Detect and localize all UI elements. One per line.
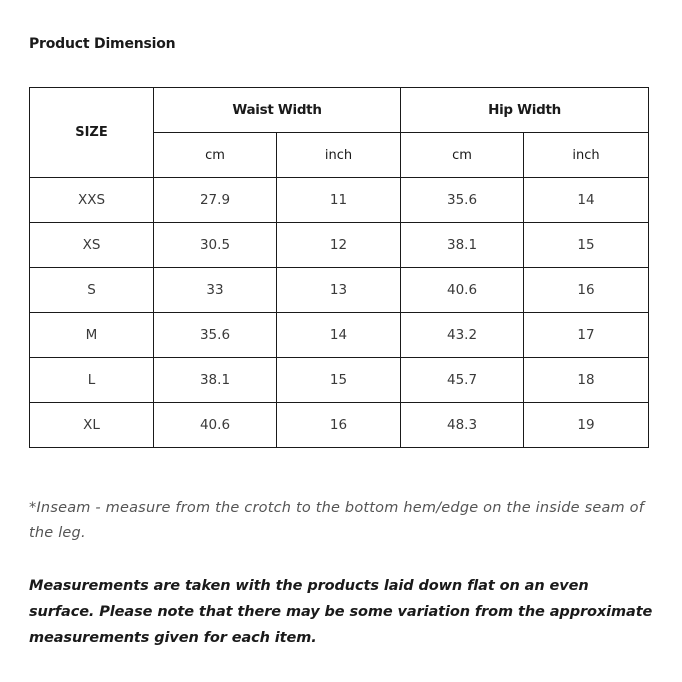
size-chart-table xyxy=(29,87,649,448)
waist-inch-cell: 16 xyxy=(277,403,401,448)
hip-cm-cell: 45.7 xyxy=(401,358,524,403)
waist-cm-header: cm xyxy=(154,133,277,178)
hip-inch-cell: 18 xyxy=(524,358,649,403)
size-cell: XS xyxy=(30,223,154,268)
table-row xyxy=(30,313,649,358)
table-row xyxy=(30,358,649,403)
hip-width-header: Hip Width xyxy=(401,88,649,133)
table-header-row-groups xyxy=(30,88,649,133)
hip-inch-cell: 16 xyxy=(524,268,649,313)
size-cell: L xyxy=(30,358,154,403)
size-cell: M xyxy=(30,313,154,358)
table-row xyxy=(30,223,649,268)
waist-cm-cell: 30.5 xyxy=(154,223,277,268)
measurement-disclaimer: Measurements are taken with the products laid down flat on an even surface. Please note that there may be some variation from the approximate measurements given for each item. xyxy=(29,578,653,646)
hip-cm-cell: 35.6 xyxy=(401,178,524,223)
hip-inch-cell: 14 xyxy=(524,178,649,223)
hip-inch-cell: 15 xyxy=(524,223,649,268)
hip-cm-cell: 43.2 xyxy=(401,313,524,358)
waist-inch-header: inch xyxy=(277,133,401,178)
waist-cm-cell: 33 xyxy=(154,268,277,313)
size-cell: XXS xyxy=(30,178,154,223)
inseam-note: *Inseam - measure from the crotch to the bottom hem/edge on the inside seam of the leg. xyxy=(29,500,645,541)
hip-cm-cell: 48.3 xyxy=(401,403,524,448)
size-column-header: SIZE xyxy=(30,88,154,178)
waist-inch-cell: 14 xyxy=(277,313,401,358)
waist-inch-cell: 11 xyxy=(277,178,401,223)
waist-width-header: Waist Width xyxy=(154,88,401,133)
hip-cm-cell: 38.1 xyxy=(401,223,524,268)
waist-cm-cell: 40.6 xyxy=(154,403,277,448)
page-title: Product Dimension xyxy=(29,36,176,52)
waist-inch-cell: 15 xyxy=(277,358,401,403)
waist-cm-cell: 38.1 xyxy=(154,358,277,403)
size-cell: S xyxy=(30,268,154,313)
table-row xyxy=(30,268,649,313)
hip-inch-cell: 19 xyxy=(524,403,649,448)
waist-cm-cell: 35.6 xyxy=(154,313,277,358)
waist-inch-cell: 13 xyxy=(277,268,401,313)
waist-cm-cell: 27.9 xyxy=(154,178,277,223)
hip-inch-header: inch xyxy=(524,133,649,178)
hip-cm-cell: 40.6 xyxy=(401,268,524,313)
size-cell: XL xyxy=(30,403,154,448)
table-row xyxy=(30,403,649,448)
waist-inch-cell: 12 xyxy=(277,223,401,268)
table-row xyxy=(30,178,649,223)
hip-cm-header: cm xyxy=(401,133,524,178)
hip-inch-cell: 17 xyxy=(524,313,649,358)
